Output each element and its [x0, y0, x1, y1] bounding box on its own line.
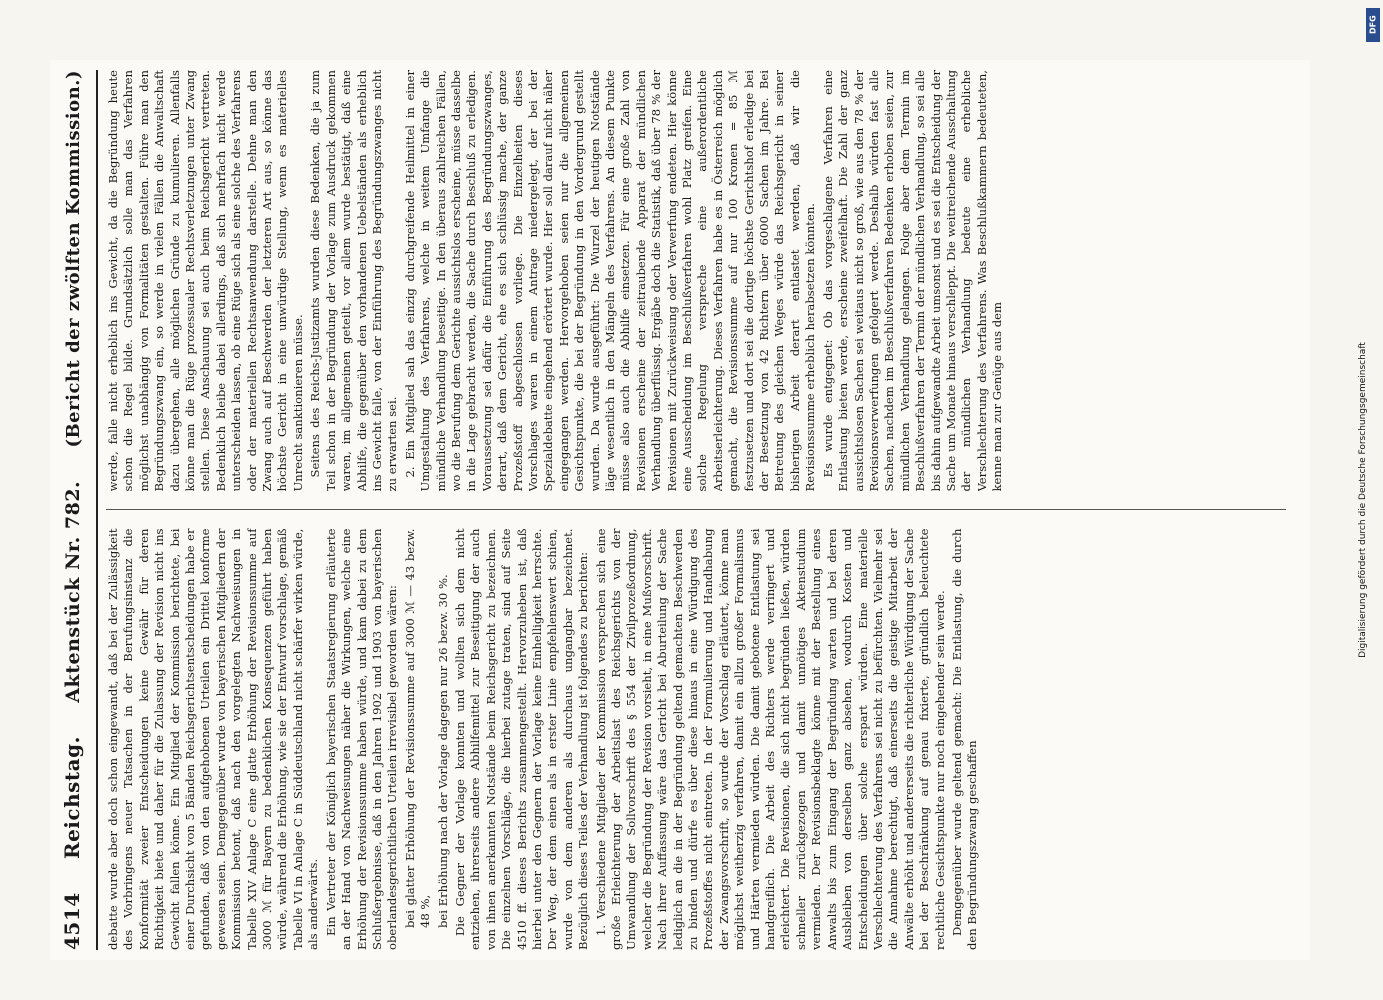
column-divider — [106, 510, 1286, 511]
page-header — [60, 70, 94, 950]
paragraph: Seitens des Reichs-Justizamts wurden diese Bedenken, die ja zum Teil schon in der Begründung der Vorlage zum Ausdruck gekommen waren, im allgemeinen geteilt, vor allem wurde bestätigt, daß eine Abhilfe, die gegenüber den vorhandenen Uebelständen als erheblich ins Gewicht falle, von der Einführung des Begründungszwanges nicht zu erwarten sei. — [308, 70, 400, 492]
paragraph: 1. Verschiedene Mitglieder der Kommission versprechen sich eine große Erleichterung der Arbeitslast des Reichsgerichts von der Umwandlung der Sollvorschrift des § 554 der Zivilprozeßordnung, welcher die Begründung der Revision vorsieht, in eine Mußvorschrift. Nach ihrer Auffassung wäre das Gericht bei Aburteilung der Sache lediglich an die in der Begründung geltend gemachten Beschwerden zu binden und dürfe es über diese hinaus in eine Würdigung des Prozeßstoffes nicht eintreten. In der Formulierung und Handhabung der Zwangsvorschrift, so wurde der Vorschlag erläutert, könne man möglichst weitherzig verfahren, damit ein allzu großer Formalismus und Härten vermieden würden. Die damit gebotene Entlastung sei handgreiflich. Die Arbeit des Richters werde verringert und erleichtert. Die Revisionen, die sich nicht begründen ließen, würden schneller zurückgezogen und damit unnötiges Aktenstudium vermieden. Der Revisionsbeklagte könne mit der Bestellung eines Anwalts bis zum Eingang der Begründung warten und bei deren Ausbleiben von derselben ganz absehen, wodurch Kosten und Entscheidungen über solche erspart würden. Eine materielle Verschlechterung des Verfahrens sei nicht zu befürchten. Vielmehr sei die Annahme berechtigt, daß einerseits die geistige Mitarbeit der Anwälte erhöht und andererseits die richterliche Würdigung der Sache bei der Beschränkung auf genau fixierte, gründlich beleuchtete rechtliche Gesichtspunkte nur noch eingehender sein werde. — [593, 528, 947, 950]
paragraph: Ein Vertreter der Königlich bayerischen Staatsregierung erläuterte an der Hand von Nachweisungen näher die Wirkungen, welche eine Erhöhung der Revisionssumme haben würde, und kam dabei zu dem Schlußergebnisse, daß in den Jahren 1902 und 1903 von bayerischen oberlandesgerichtlichen Urteilen irrevisibel geworden wären: — [323, 528, 400, 950]
paragraph: Die Gegner der Vorlage konnten und wollten sich dem nicht entziehen, ihrerseits andere Abhilfemittel zur Beseitigung der auch von ihnen anerkannten Notstände beim Reichsgericht zu bezeichnen. Die einzelnen Vorschläge, die hierbei zutage traten, sind auf Seite 4510 ff. dieses Berichts zusammengestellt. Hervorzuheben ist, daß hierbei unter den Gegnern der Vorlage keine Einhelligkeit herrschte. Der Weg, der dem einen als in erster Linie empfehlenswert schien, wurde von dem anderen als durchaus ungangbar bezeichnet. Bezüglich dieses Teiles der Verhandlung ist folgendes zu berichten: — [452, 528, 591, 950]
right-column — [106, 70, 1286, 492]
paragraph: debatte wurde aber doch schon eingewandt, daß bei der Zulässigkeit des Vorbringens neuer Tatsachen in der Berufungsinstanz die Konformität zweier Entscheidungen keine Gewähr für deren Richtigkeit biete und daher für die Zulassung der Revision nicht ins Gewicht fallen könne. Ein Mitglied der Kommission berichtete, bei einer Durchsicht von 5 Bänden Reichsgerichtsentscheidungen habe er gefunden, daß von den aufgehobenen Urteilen ein Drittel konforme gewesen seien. Demgegenüber wurde von bayerischen Mitgliedern der Kommission betont, daß nach den vorgelegten Nachweisungen in Tabelle XIV Anlage C eine glatte Erhöhung der Revisionssumme auf 3000 ℳ für Bayern zu bedenklichen Konsequenzen geführt haben würde, während die Erhöhung, wie sie der Entwurf vorschlage, gemäß Tabelle VI in Anlage C in Süddeutschland nicht schärfer wirken würde, als anderwärts. — [106, 528, 321, 950]
rotated-content — [60, 70, 1300, 950]
page-number: 4514 — [60, 892, 84, 950]
paragraph: Demgegenüber wurde geltend gemacht: Die Entlastung, die durch den Begründungszwang geschaffen — [949, 528, 980, 950]
list-item: bei Erhöhung nach der Vorlage dagegen nur 26 bezw. 30 %. — [435, 574, 450, 928]
paragraph: Es wurde entgegnet: Ob das vorgeschlagene Verfahren eine Entlastung bieten werde, erscheine zweifelhaft. Die Zahl der ganz aussichtslosen Sachen sei weitaus nicht so groß, wie aus den 78 % der Revisionsverwerfungen gefolgert werde. Deshalb würden fast alle Sachen, nachdem im Beschlußverfahren Bedenken erhoben seien, zur mündlichen Verhandlung gelangen. Folge aber dem Termin im Beschlußverfahren der Termin der mündlichen Verhandlung, so sei alle bis dahin aufgewandte Arbeit umsonst und es sei die Entscheidung der Sache um Monate hinaus verschleppt. Die weitreichende Ausschaltung der mündlichen Verhandlung bedeute eine erhebliche Verschlechterung des Verfahrens. Was Beschlußkammern bedeuteten, kenne man zur Genüge aus dem — [820, 70, 1005, 492]
text-columns — [106, 70, 1286, 950]
header-center-title: Aktenstück Nr. 782. — [62, 480, 84, 703]
header-right-title: (Bericht der zwölften Kommission.) — [63, 70, 84, 448]
header-left-title: Reichstag. — [60, 735, 84, 860]
header-rule — [96, 70, 98, 950]
paragraph: werde, falle nicht erheblich ins Gewicht, da die Begründung heute schon die Regel bilde. Grundsätzlich solle man das Verfahren möglichst unabhängig von Formalitäten gestalten. Führe man den Begründungszwang ein, so werde in vielen Fällen die Anwaltschaft dazu übergehen, alle möglichen Gründe zu kumulieren. Allenfalls könne man die Rüge prozessualer Rechtsverletzungen unter Zwang stellen. Diese Anschauung sei auch beim Reichsgericht vertreten. Bedenklich bleibe dabei allerdings, daß sich mehrfach nicht werde unterscheiden lassen, ob eine Rüge sich als eine solche des Verfahrens oder der materiellen Rechtsanwendung darstelle. Dehne man den Zwang auch auf Beschwerden der letzteren Art aus, so könne das höchste Gericht in eine unwürdige Stellung, wenn es materielles Unrecht sanktionieren müsse. — [106, 70, 305, 492]
paragraph: 2. Ein Mitglied sah das einzig durchgreifende Heilmittel in einer Umgestaltung des Verfahrens, welche in weitem Umfange die mündliche Verhandlung beseitige. In den überaus zahlreichen Fällen, wo die Berufung dem Gerichte aussichtslos erscheine, müsse dasselbe in die Lage gebracht werden, die Sache durch Beschluß zu erledigen. Voraussetzung sei dafür die Einführung des Begründungszwanges, derart, daß dem Gericht, ehe es sich schlüssig mache, der ganze Prozeßstoff abgeschlossen vorliege. Die Einzelheiten dieses Vorschlages waren in einem Antrage niedergelegt, der bei der Spezialdebatte eingehend erörtert wurde. Hier soll darauf nicht näher eingegangen werden. Hervorgehoben seien nur die allgemeinen Gesichtspunkte, die bei der Begründung in den Vordergrund gestellt wurden. Da wurde ausgeführt: Die Wurzel der heutigen Notstände läge wesentlich in den Mängeln des Verfahrens. An diesem Punkte müsse also auch die Abhilfe einsetzen. Für eine große Zahl von Revisionen erscheine der zeitraubende Apparat der mündlichen Verhandlung überflüssig. Ergäbe doch die Statistik, daß über 78 % der Revisionen mit Zurückweisung oder Verwerfung endeten. Hier könne eine Ausscheidung im Beschlußverfahren wohl Platz greifen. Eine solche Regelung verspreche eine außerordentliche Arbeitserleichterung. Dieses Verfahren habe es in Österreich möglich gemacht, die Revisionssumme auf nur 100 Kronen = 85 ℳ festzusetzen und dort sei die dortige höchste Gerichtshof erledige bei der Besetzung von 42 Richtern über 6000 Sachen im Jahre. Bei Betretung des gleichen Weges würde das Reichsgericht in seiner bisherigen Arbeit derart entlastet werden, daß wir die Revisionssumme erheblich herabsetzen könnten. — [402, 70, 818, 492]
dfg-logo: DFG — [1366, 8, 1380, 42]
page-sheet — [50, 60, 1310, 960]
list-item: bei glatter Erhöhung der Revisionssumme auf 3000 ℳ — 43 bezw. 48 %, — [402, 528, 433, 928]
digitization-credit: Digitalisierung gefördert durch die Deutsche Forschungsgemeinschaft — [1358, 342, 1368, 658]
left-column — [106, 529, 1286, 951]
